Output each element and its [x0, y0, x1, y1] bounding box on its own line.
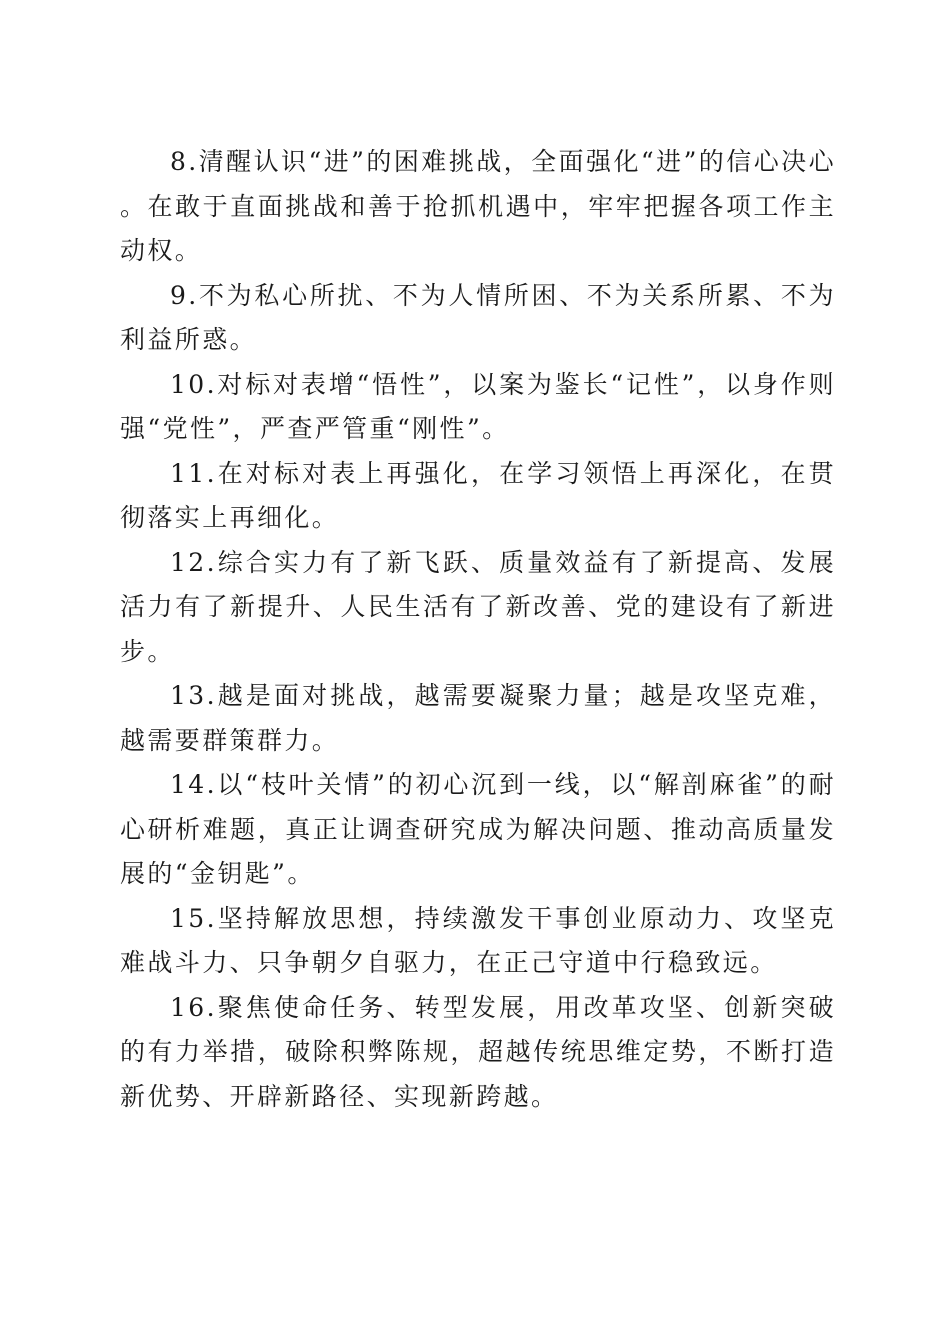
paragraph-item-15: 15.坚持解放思想，持续激发干事创业原动力、攻坚克难战斗力、只争朝夕自驱力，在正己守道中行稳致远。 — [120, 903, 836, 977]
paragraph-item-13: 13.越是面对挑战，越需要凝聚力量；越是攻坚克难，越需要群策群力。 — [120, 681, 836, 755]
paragraph-item-16: 16.聚焦使命任务、转型发展，用改革攻坚、创新突破的有力举措，破除积弊陈规，超越传统思维定势，不断打造新优势、开辟新路径、实现新跨越。 — [120, 992, 836, 1111]
paragraph-item-9: 9.不为私心所扰、不为人情所困、不为关系所累、不为利益所惑。 — [120, 280, 836, 354]
paragraph-item-10: 10.对标对表增“悟性”，以案为鉴长“记性”，以身作则强“党性”，严查严管重“刚性”。 — [120, 369, 836, 443]
paragraph-item-11: 11.在对标对表上再强化，在学习领悟上再深化，在贯彻落实上再细化。 — [120, 458, 836, 532]
paragraph-item-12: 12.综合实力有了新飞跃、质量效益有了新提高、发展活力有了新提升、人民生活有了新改善、党的建设有了新进步。 — [120, 547, 836, 666]
paragraph-item-14: 14.以“枝叶关情”的初心沉到一线，以“解剖麻雀”的耐心研析难题，真正让调查研究成为解决问题、推动高质量发展的“金钥匙”。 — [120, 770, 836, 888]
document-body — [120, 140, 836, 1119]
paragraph-item-8: 8.清醒认识“进”的困难挑战，全面强化“进”的信心决心。在敢于直面挑战和善于抢抓机遇中，牢牢把握各项工作主动权。 — [120, 147, 836, 265]
